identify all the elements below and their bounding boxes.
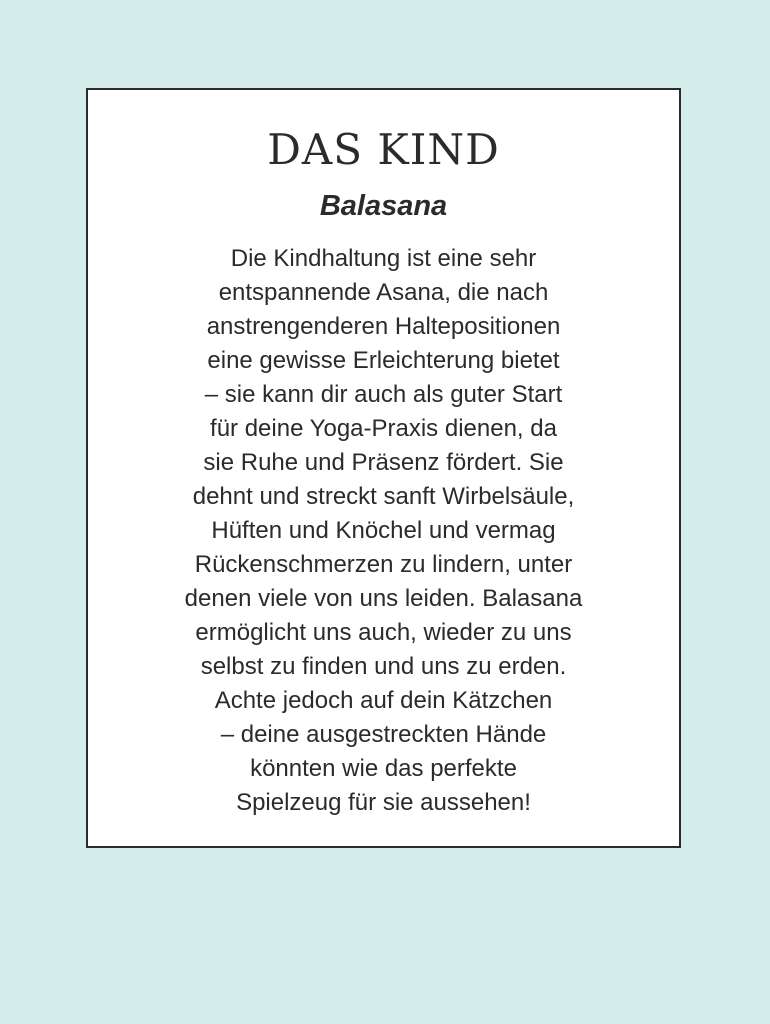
description-line: könnten wie das perfekte: [250, 755, 517, 782]
description-line: Achte jedoch auf dein Kätzchen: [214, 687, 553, 714]
description-line: ermöglicht uns auch, wieder zu uns: [195, 619, 572, 646]
pose-sanskrit-name: Balasana: [319, 190, 448, 222]
description-line: selbst zu finden und uns zu erden.: [200, 653, 567, 680]
description-line: eine gewisse Erleichterung bietet: [207, 347, 560, 374]
description-line: Hüften und Knöchel und vermag: [211, 517, 556, 544]
pose-title: DAS KIND: [267, 125, 500, 174]
description-line: Rückenschmerzen zu lindern, unter: [194, 551, 573, 578]
description-line: Spielzeug für sie aussehen!: [236, 789, 531, 816]
description-line: entspannende Asana, die nach: [218, 279, 549, 306]
description-line: sie Ruhe und Präsenz fördert. Sie: [203, 449, 564, 476]
description-line: dehnt und streckt sanft Wirbelsäule,: [192, 483, 575, 510]
description-line: für deine Yoga-Praxis dienen, da: [210, 415, 557, 442]
description-line: denen viele von uns leiden. Balasana: [184, 585, 583, 612]
description-line: – sie kann dir auch als guter Start: [204, 381, 563, 408]
description-line: anstrengenderen Haltepositionen: [206, 313, 561, 340]
description-line: – deine ausgestreckten Hände: [220, 721, 547, 748]
pose-description: [88, 242, 679, 820]
description-line: Die Kindhaltung ist eine sehr: [230, 245, 537, 272]
pose-card: [86, 88, 681, 848]
